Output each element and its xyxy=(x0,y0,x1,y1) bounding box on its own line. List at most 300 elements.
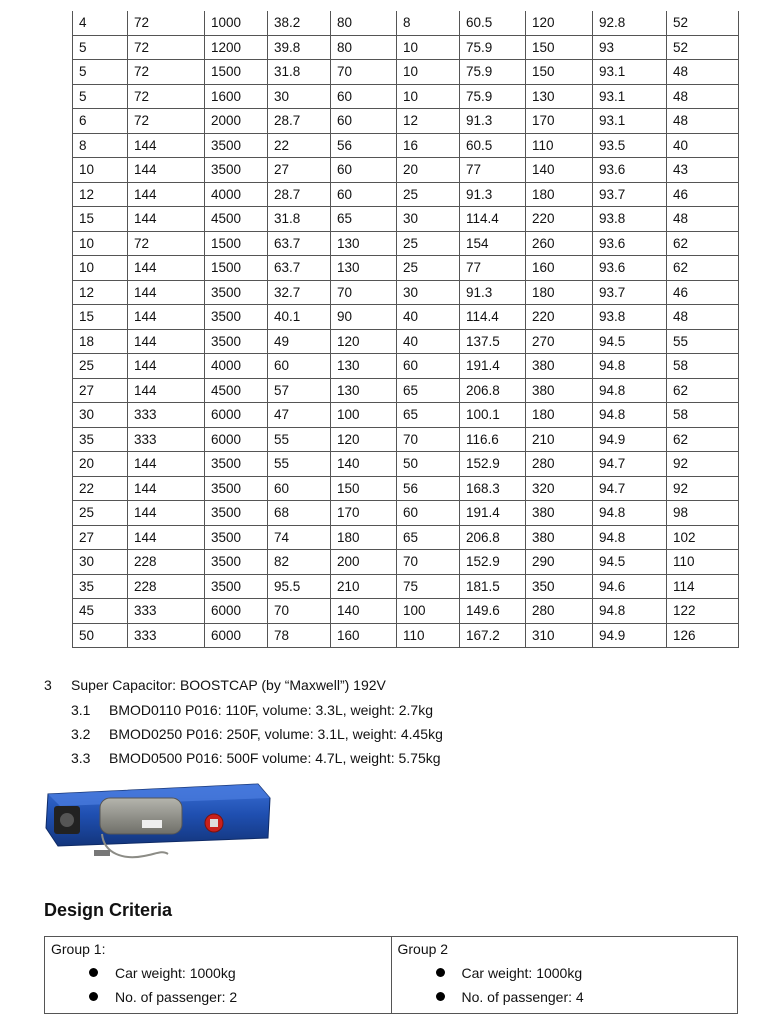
table-cell: 15 xyxy=(73,207,128,232)
table-cell: 160 xyxy=(331,623,397,648)
table-cell: 40.1 xyxy=(268,305,331,330)
table-cell: 114 xyxy=(667,574,739,599)
table-cell: 144 xyxy=(128,525,205,550)
table-cell: 167.2 xyxy=(460,623,526,648)
table-cell: 280 xyxy=(526,452,593,477)
table-cell: 72 xyxy=(128,84,205,109)
table-cell: 290 xyxy=(526,550,593,575)
design-criteria-table xyxy=(44,936,738,1014)
list-item xyxy=(51,961,385,985)
table-cell: 77 xyxy=(460,256,526,281)
table-cell: 40 xyxy=(397,305,460,330)
table-cell: 94.9 xyxy=(593,427,667,452)
table-cell: 144 xyxy=(128,329,205,354)
table-cell: 60.5 xyxy=(460,133,526,158)
table-cell: 100 xyxy=(331,403,397,428)
table-cell: 5 xyxy=(73,60,128,85)
table-cell: 270 xyxy=(526,329,593,354)
table-row xyxy=(73,182,739,207)
table-cell: 75 xyxy=(397,574,460,599)
supercapacitor-module-photo xyxy=(44,776,274,864)
table-cell: 130 xyxy=(331,231,397,256)
table-cell: 170 xyxy=(331,501,397,526)
table-cell: 93.1 xyxy=(593,109,667,134)
table-cell: 3500 xyxy=(205,329,268,354)
table-row xyxy=(73,60,739,85)
table-cell: 27 xyxy=(73,378,128,403)
table-cell: 35 xyxy=(73,574,128,599)
table-cell: 130 xyxy=(331,256,397,281)
bullet-icon xyxy=(89,992,98,1001)
table-cell: 206.8 xyxy=(460,378,526,403)
table-cell: 144 xyxy=(128,501,205,526)
table-cell: 130 xyxy=(331,354,397,379)
table-cell: 31.8 xyxy=(268,60,331,85)
table-cell: 144 xyxy=(128,207,205,232)
table-cell: 91.3 xyxy=(460,109,526,134)
table-cell: 92 xyxy=(667,476,739,501)
table-cell: 10 xyxy=(73,158,128,183)
section-item-number: 3.3 xyxy=(71,750,91,766)
table-cell: 110 xyxy=(397,623,460,648)
table-cell: 62 xyxy=(667,427,739,452)
table-cell: 20 xyxy=(397,158,460,183)
table-cell: 10 xyxy=(397,35,460,60)
table-cell: 137.5 xyxy=(460,329,526,354)
bullet-icon xyxy=(436,968,445,977)
table-cell: 55 xyxy=(268,452,331,477)
table-cell: 65 xyxy=(397,378,460,403)
table-row xyxy=(73,329,739,354)
table-cell: 160 xyxy=(526,256,593,281)
table-cell: 94.8 xyxy=(593,354,667,379)
list-item-text: No. of passenger: 2 xyxy=(115,989,238,1005)
table-cell: 80 xyxy=(331,11,397,35)
bullet-icon xyxy=(436,992,445,1001)
table-row xyxy=(73,109,739,134)
table-cell: 30 xyxy=(397,207,460,232)
table-cell: 120 xyxy=(331,427,397,452)
table-row xyxy=(73,231,739,256)
table-cell: 116.6 xyxy=(460,427,526,452)
table-cell: 4000 xyxy=(205,354,268,379)
table-cell: 170 xyxy=(526,109,593,134)
table-cell: 180 xyxy=(526,403,593,428)
table-cell: 144 xyxy=(128,182,205,207)
table-cell: 380 xyxy=(526,378,593,403)
table-row xyxy=(73,378,739,403)
table-row xyxy=(73,574,739,599)
table-cell: 154 xyxy=(460,231,526,256)
list-item xyxy=(51,985,385,1009)
table-cell: 144 xyxy=(128,378,205,403)
table-cell: 140 xyxy=(526,158,593,183)
table-cell: 140 xyxy=(331,452,397,477)
table-cell: 52 xyxy=(667,11,739,35)
table-cell: 122 xyxy=(667,599,739,624)
table-cell: 130 xyxy=(526,84,593,109)
table-cell: 93.6 xyxy=(593,158,667,183)
table-row xyxy=(73,427,739,452)
table-row xyxy=(73,305,739,330)
table-cell: 62 xyxy=(667,231,739,256)
table-cell: 48 xyxy=(667,109,739,134)
table-cell: 57 xyxy=(268,378,331,403)
table-cell: 70 xyxy=(331,280,397,305)
table-cell: 93.5 xyxy=(593,133,667,158)
table-cell: 94.5 xyxy=(593,329,667,354)
table-cell: 380 xyxy=(526,354,593,379)
table-cell: 2000 xyxy=(205,109,268,134)
table-cell: 32.7 xyxy=(268,280,331,305)
table-cell: 93.8 xyxy=(593,305,667,330)
table-cell: 60 xyxy=(331,84,397,109)
table-cell: 94.8 xyxy=(593,599,667,624)
table-cell: 320 xyxy=(526,476,593,501)
table-cell: 60 xyxy=(268,476,331,501)
table-cell: 75.9 xyxy=(460,60,526,85)
table-cell: 94.8 xyxy=(593,501,667,526)
table-cell: 70 xyxy=(331,60,397,85)
group-1-list xyxy=(51,961,385,1009)
table-cell: 55 xyxy=(268,427,331,452)
table-cell: 58 xyxy=(667,403,739,428)
list-item-text: Car weight: 1000kg xyxy=(461,965,583,981)
section-3-title: Super Capacitor: BOOSTCAP (by “Maxwell”) 192V xyxy=(71,677,386,693)
table-row xyxy=(73,158,739,183)
section-item-text: BMOD0500 P016: 500F volume: 4.7L, weight: 5.75kg xyxy=(109,750,441,766)
table-cell: 93.7 xyxy=(593,280,667,305)
table-cell: 144 xyxy=(128,452,205,477)
table-cell: 333 xyxy=(128,623,205,648)
table-cell: 98 xyxy=(667,501,739,526)
table-cell: 94.7 xyxy=(593,476,667,501)
table-cell: 3500 xyxy=(205,133,268,158)
table-cell: 25 xyxy=(397,256,460,281)
table-cell: 94.5 xyxy=(593,550,667,575)
table-cell: 39.8 xyxy=(268,35,331,60)
table-cell: 91.3 xyxy=(460,182,526,207)
table-row xyxy=(73,133,739,158)
table-cell: 16 xyxy=(397,133,460,158)
table-cell: 144 xyxy=(128,280,205,305)
design-criteria-heading: Design Criteria xyxy=(44,900,173,920)
table-cell: 40 xyxy=(667,133,739,158)
group-2-title: Group 2 xyxy=(397,941,449,957)
table-cell: 100 xyxy=(397,599,460,624)
table-cell: 191.4 xyxy=(460,501,526,526)
section-item-text: BMOD0110 P016: 110F, volume: 3.3L, weight: 2.7kg xyxy=(109,702,434,718)
table-cell: 168.3 xyxy=(460,476,526,501)
table-cell: 210 xyxy=(526,427,593,452)
table-cell: 280 xyxy=(526,599,593,624)
table-cell: 75.9 xyxy=(460,35,526,60)
table-cell: 114.4 xyxy=(460,207,526,232)
list-item-text: Car weight: 1000kg xyxy=(115,965,236,981)
table-row xyxy=(73,599,739,624)
table-cell: 3500 xyxy=(205,476,268,501)
table-cell: 1200 xyxy=(205,35,268,60)
table-cell: 3500 xyxy=(205,501,268,526)
table-cell: 3500 xyxy=(205,158,268,183)
table-cell: 3500 xyxy=(205,550,268,575)
table-cell: 110 xyxy=(526,133,593,158)
table-cell: 130 xyxy=(331,378,397,403)
table-cell: 30 xyxy=(73,550,128,575)
table-cell: 60 xyxy=(331,158,397,183)
table-cell: 63.7 xyxy=(268,231,331,256)
table-cell: 333 xyxy=(128,427,205,452)
table-row xyxy=(73,280,739,305)
table-cell: 5 xyxy=(73,84,128,109)
table-cell: 55 xyxy=(667,329,739,354)
table-cell: 65 xyxy=(397,525,460,550)
table-cell: 93.1 xyxy=(593,60,667,85)
table-cell: 60 xyxy=(397,501,460,526)
table-cell: 94.8 xyxy=(593,378,667,403)
table-cell: 150 xyxy=(331,476,397,501)
table-row xyxy=(73,207,739,232)
table-cell: 65 xyxy=(331,207,397,232)
table-cell: 1000 xyxy=(205,11,268,35)
table-cell: 25 xyxy=(397,182,460,207)
table-cell: 93.1 xyxy=(593,84,667,109)
table-cell: 93 xyxy=(593,35,667,60)
table-cell: 4 xyxy=(73,11,128,35)
table-cell: 63.7 xyxy=(268,256,331,281)
table-cell: 150 xyxy=(526,60,593,85)
list-item xyxy=(398,985,732,1009)
section-3-number: 3 xyxy=(44,677,52,693)
table-cell: 46 xyxy=(667,182,739,207)
table-cell: 80 xyxy=(331,35,397,60)
table-cell: 52 xyxy=(667,35,739,60)
table-cell: 140 xyxy=(331,599,397,624)
table-cell: 48 xyxy=(667,207,739,232)
table-row xyxy=(73,476,739,501)
table-cell: 310 xyxy=(526,623,593,648)
table-cell: 144 xyxy=(128,476,205,501)
table-cell: 4500 xyxy=(205,378,268,403)
table-cell: 43 xyxy=(667,158,739,183)
section-item-text: BMOD0250 P016: 250F, volume: 3.1L, weight: 4.45kg xyxy=(109,726,443,742)
table-cell: 110 xyxy=(667,550,739,575)
table-cell: 228 xyxy=(128,550,205,575)
table-cell: 10 xyxy=(397,60,460,85)
table-cell: 70 xyxy=(397,550,460,575)
table-cell: 90 xyxy=(331,305,397,330)
table-cell: 92 xyxy=(667,452,739,477)
table-cell: 12 xyxy=(73,280,128,305)
table-cell: 180 xyxy=(526,280,593,305)
table-cell: 144 xyxy=(128,305,205,330)
table-cell: 45 xyxy=(73,599,128,624)
table-cell: 380 xyxy=(526,525,593,550)
table-cell: 10 xyxy=(73,256,128,281)
table-cell: 49 xyxy=(268,329,331,354)
table-cell: 56 xyxy=(331,133,397,158)
table-cell: 12 xyxy=(73,182,128,207)
table-cell: 4000 xyxy=(205,182,268,207)
table-cell: 38.2 xyxy=(268,11,331,35)
table-cell: 210 xyxy=(331,574,397,599)
table-cell: 152.9 xyxy=(460,550,526,575)
table-cell: 102 xyxy=(667,525,739,550)
table-cell: 60.5 xyxy=(460,11,526,35)
table-cell: 120 xyxy=(526,11,593,35)
table-cell: 10 xyxy=(397,84,460,109)
table-cell: 3500 xyxy=(205,280,268,305)
table-cell: 6000 xyxy=(205,623,268,648)
table-cell: 35 xyxy=(73,427,128,452)
table-cell: 180 xyxy=(526,182,593,207)
table-cell: 22 xyxy=(73,476,128,501)
table-cell: 6000 xyxy=(205,599,268,624)
table-cell: 50 xyxy=(73,623,128,648)
table-cell: 75.9 xyxy=(460,84,526,109)
table-cell: 6000 xyxy=(205,427,268,452)
table-cell: 4500 xyxy=(205,207,268,232)
table-cell: 191.4 xyxy=(460,354,526,379)
table-cell: 72 xyxy=(128,11,205,35)
table-cell: 82 xyxy=(268,550,331,575)
table-cell: 8 xyxy=(73,133,128,158)
table-cell: 144 xyxy=(128,133,205,158)
table-cell: 70 xyxy=(397,427,460,452)
table-cell: 94.8 xyxy=(593,525,667,550)
table-cell: 20 xyxy=(73,452,128,477)
table-cell: 50 xyxy=(397,452,460,477)
bullet-icon xyxy=(89,968,98,977)
table-cell: 94.8 xyxy=(593,403,667,428)
table-cell: 22 xyxy=(268,133,331,158)
table-row xyxy=(73,84,739,109)
table-cell: 6 xyxy=(73,109,128,134)
table-cell: 30 xyxy=(73,403,128,428)
table-cell: 93.7 xyxy=(593,182,667,207)
table-cell: 93.6 xyxy=(593,256,667,281)
table-cell: 1500 xyxy=(205,60,268,85)
list-item xyxy=(398,961,732,985)
table-cell: 92.8 xyxy=(593,11,667,35)
table-cell: 3500 xyxy=(205,525,268,550)
table-cell: 144 xyxy=(128,256,205,281)
table-cell: 60 xyxy=(331,109,397,134)
table-cell: 72 xyxy=(128,109,205,134)
table-cell: 74 xyxy=(268,525,331,550)
table-cell: 15 xyxy=(73,305,128,330)
table-cell: 25 xyxy=(397,231,460,256)
table-cell: 72 xyxy=(128,231,205,256)
table-cell: 48 xyxy=(667,305,739,330)
table-cell: 68 xyxy=(268,501,331,526)
table-cell: 144 xyxy=(128,158,205,183)
table-cell: 58 xyxy=(667,354,739,379)
section-item xyxy=(71,726,443,742)
table-cell: 5 xyxy=(73,35,128,60)
table-cell: 65 xyxy=(397,403,460,428)
table-row xyxy=(73,11,739,35)
table-cell: 3500 xyxy=(205,305,268,330)
table-row xyxy=(73,35,739,60)
motor-spec-table xyxy=(72,11,739,648)
table-cell: 62 xyxy=(667,378,739,403)
table-cell: 18 xyxy=(73,329,128,354)
table-cell: 220 xyxy=(526,207,593,232)
table-row xyxy=(73,623,739,648)
table-cell: 114.4 xyxy=(460,305,526,330)
table-cell: 10 xyxy=(73,231,128,256)
table-cell: 350 xyxy=(526,574,593,599)
table-cell: 200 xyxy=(331,550,397,575)
table-cell: 144 xyxy=(128,354,205,379)
table-row xyxy=(73,525,739,550)
table-cell: 72 xyxy=(128,35,205,60)
table-cell: 1600 xyxy=(205,84,268,109)
table-cell: 181.5 xyxy=(460,574,526,599)
table-cell: 206.8 xyxy=(460,525,526,550)
table-cell: 48 xyxy=(667,84,739,109)
table-cell: 93.6 xyxy=(593,231,667,256)
group-2-list xyxy=(398,961,732,1009)
table-row xyxy=(73,452,739,477)
table-row xyxy=(73,550,739,575)
table-cell: 12 xyxy=(397,109,460,134)
table-cell: 333 xyxy=(128,599,205,624)
table-cell: 77 xyxy=(460,158,526,183)
table-cell: 28.7 xyxy=(268,109,331,134)
table-cell: 3500 xyxy=(205,452,268,477)
section-item xyxy=(71,702,434,718)
table-row xyxy=(73,403,739,428)
group-1-title: Group 1: xyxy=(51,941,106,957)
table-cell: 60 xyxy=(397,354,460,379)
table-cell: 60 xyxy=(331,182,397,207)
table-cell: 126 xyxy=(667,623,739,648)
list-item-text: No. of passenger: 4 xyxy=(461,989,584,1005)
table-cell: 78 xyxy=(268,623,331,648)
table-cell: 6000 xyxy=(205,403,268,428)
table-cell: 260 xyxy=(526,231,593,256)
table-cell: 25 xyxy=(73,354,128,379)
table-row xyxy=(73,354,739,379)
table-cell: 149.6 xyxy=(460,599,526,624)
table-cell: 94.9 xyxy=(593,623,667,648)
table-cell: 27 xyxy=(268,158,331,183)
table-cell: 228 xyxy=(128,574,205,599)
table-cell: 72 xyxy=(128,60,205,85)
table-cell: 220 xyxy=(526,305,593,330)
table-cell: 94.7 xyxy=(593,452,667,477)
table-cell: 31.8 xyxy=(268,207,331,232)
table-cell: 47 xyxy=(268,403,331,428)
table-cell: 91.3 xyxy=(460,280,526,305)
table-cell: 120 xyxy=(331,329,397,354)
table-cell: 1500 xyxy=(205,256,268,281)
table-cell: 8 xyxy=(397,11,460,35)
table-cell: 333 xyxy=(128,403,205,428)
table-row xyxy=(73,501,739,526)
table-cell: 46 xyxy=(667,280,739,305)
section-3-heading xyxy=(44,677,386,693)
group-1-cell xyxy=(45,937,392,1014)
table-cell: 48 xyxy=(667,60,739,85)
table-cell: 40 xyxy=(397,329,460,354)
table-cell: 62 xyxy=(667,256,739,281)
table-cell: 93.8 xyxy=(593,207,667,232)
table-cell: 60 xyxy=(268,354,331,379)
table-cell: 30 xyxy=(397,280,460,305)
